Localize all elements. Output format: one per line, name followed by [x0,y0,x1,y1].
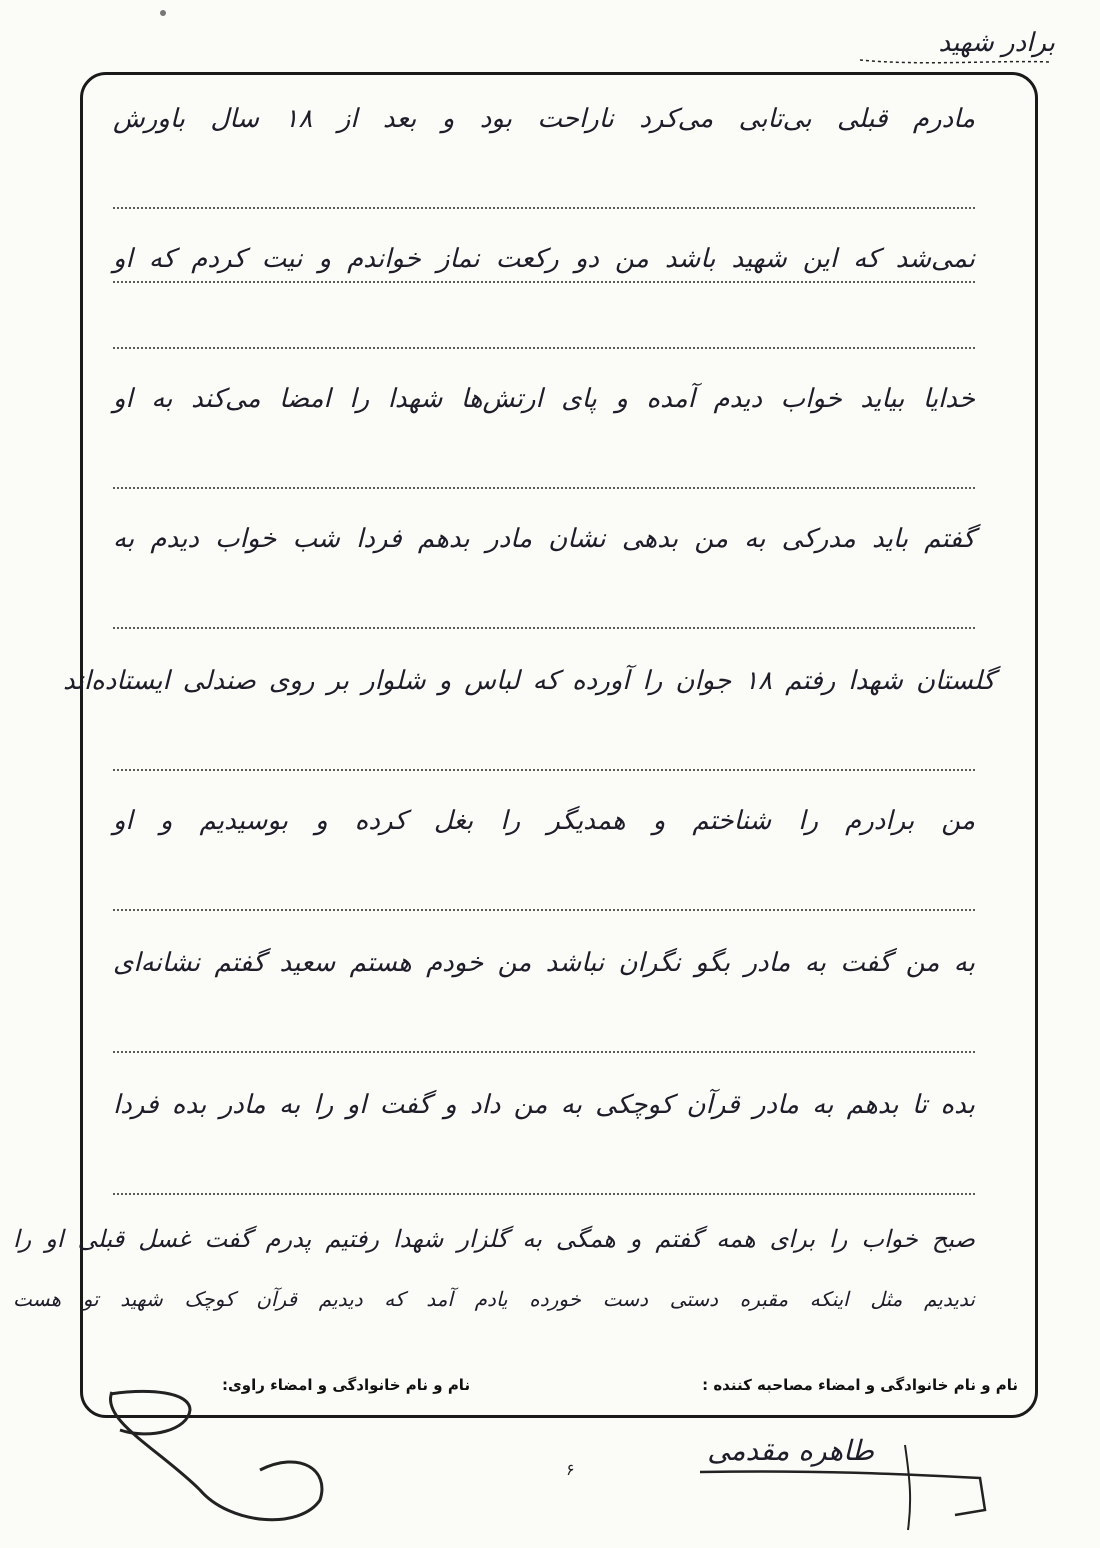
text-line-10: ندیدیم مثل اینکه مقبره دستی دست خورده یادم آمد که دیدیم قرآن کوچک شهید تو هست [13,1287,975,1311]
line-text: به من گفت به مادر بگو نگران نباشد من خودم هستم سعید گفتم نشانه‌ای [113,948,975,978]
interviewer-signature-stroke [700,1471,985,1515]
line-text: من برادرم را شناختم و همدیگر را بغل کرده و بوسیدیم و او [113,806,975,836]
line-text: نمی‌شد که این شهید باشد من دو رکعت نماز خواندم و نیت کردم که او [113,244,975,274]
line-text: گلستان شهدا رفتم ۱۸ جوان را آورده که لباس و شلوار بر روی صندلی ایستاده‌اند [63,666,995,696]
page-heading: برادر شهید [938,28,1055,58]
interviewer-signature-label: نام و نام خانوادگی و امضاء مصاحبه کننده : [702,1376,1018,1394]
narrator-signature-loop [110,1391,190,1434]
page-number: ۶ [566,1460,575,1479]
narrator-signature-label: نام و نام خانوادگی و امضاء راوی: [222,1376,471,1394]
line-text: بده تا بدهم به مادر قرآن کوچکی به من داد و گفت او را به مادر بده فردا [113,1090,975,1120]
interviewer-signature-tick [905,1445,910,1530]
interviewer-signature-name: طاهره مقدمی [707,1434,874,1467]
narrator-signature-scribble [110,1392,321,1520]
line-text: گفتم باید مدرکی به من بدهی نشان مادر بدهم فردا شب خواب دیدم به [113,524,975,554]
line-text: خدایا بیاید خواب دیدم آمده و پای ارتش‌ها شهدا را امضا می‌کند به او [113,384,975,414]
line-text: مادرم قبلی بی‌تابی می‌کرد ناراحت بود و بعد از ۱۸ سال باورش [113,104,975,134]
text-line-9: صبح خواب را برای همه گفتم و همگی به گلزار شهدا رفتیم پدرم گفت غسل قبلی او را [13,1225,975,1253]
heading-underline [860,60,1050,63]
